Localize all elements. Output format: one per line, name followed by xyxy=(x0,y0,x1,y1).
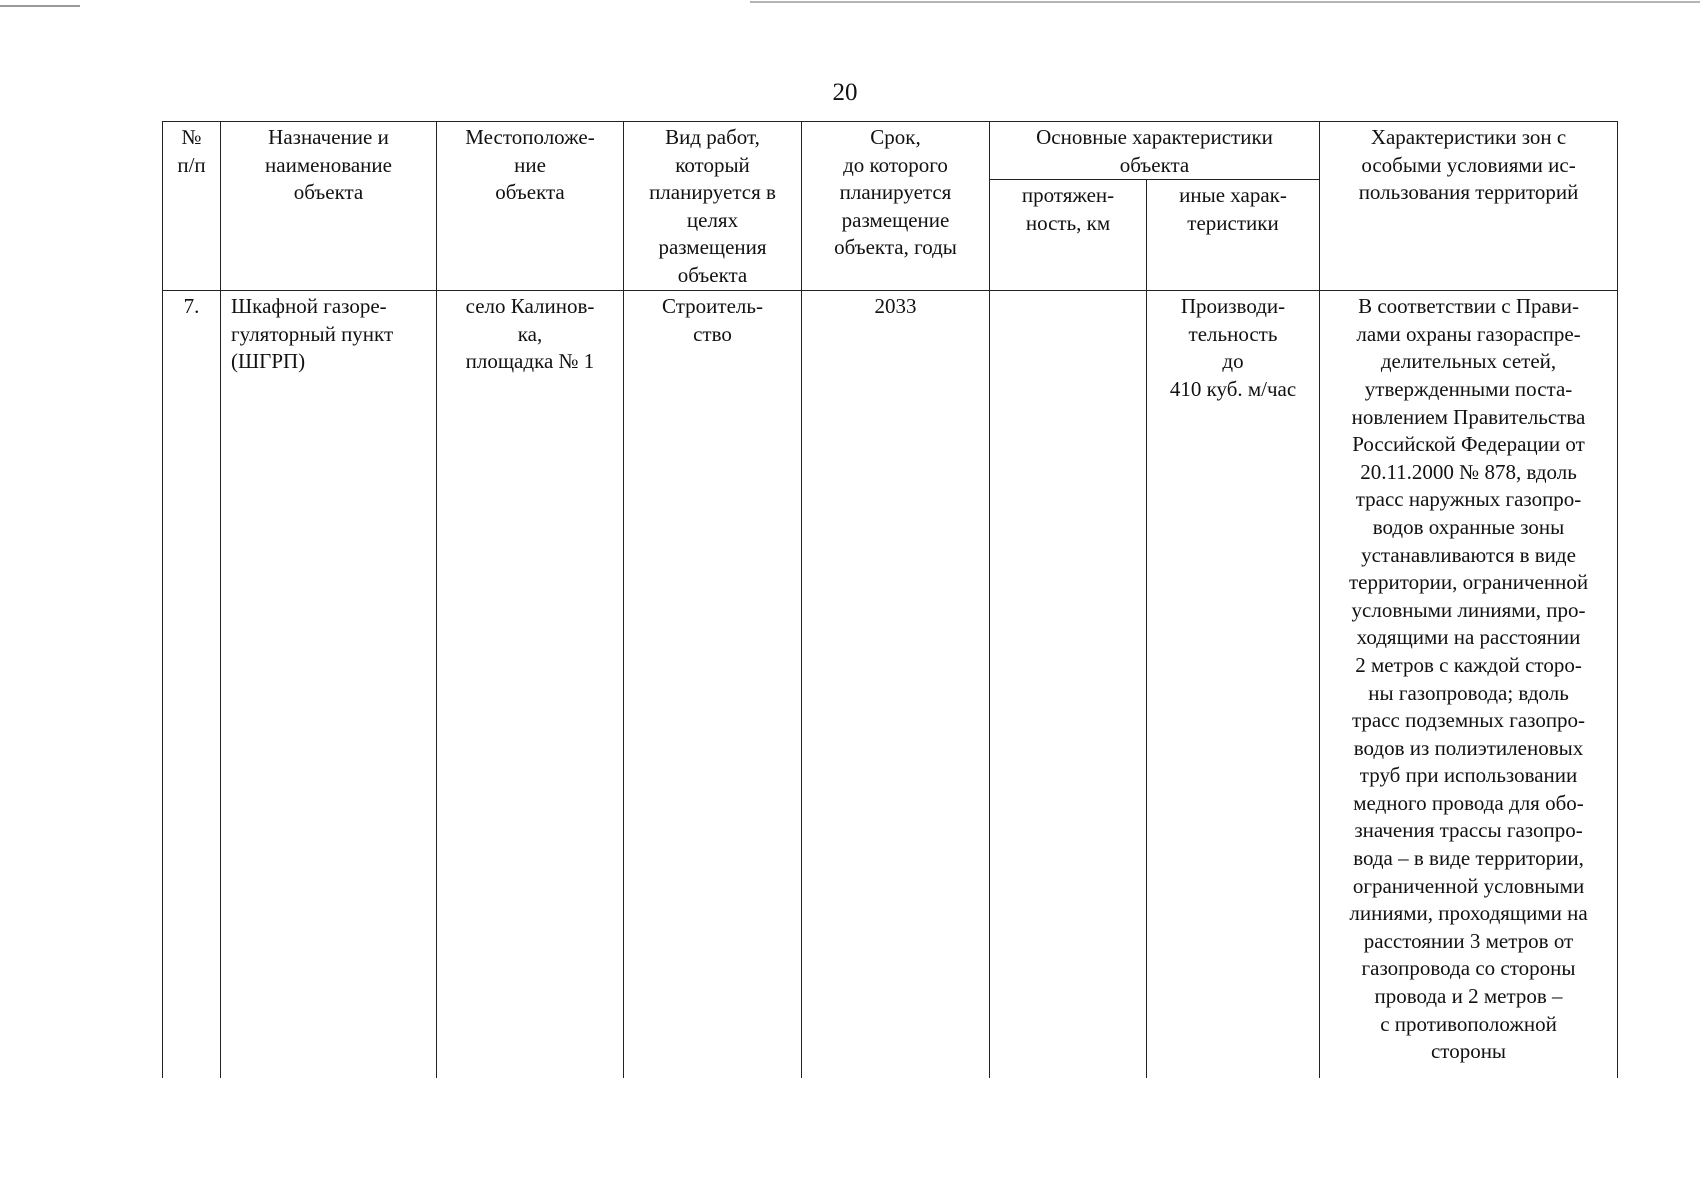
cell-name xyxy=(221,291,437,1079)
header-name-text: Назначение и наименование объекта xyxy=(265,125,392,205)
table-header xyxy=(163,122,1618,291)
cell-work-type-text: Строитель- ство xyxy=(662,294,763,346)
cell-zones-text: В соответствии с Прави- лами охраны газораспре- делительных сетей, утвержденными поста- новлением Правительства Российской Федерации от 20.11.2000 № 878, вдоль трасс наружных газопро- водов охранные зоны устанавливаются в виде территории, ограниченной условными линиями, про- ходящими на расстоянии 2 метров с каждой сторо- ны газопровода; вдоль трасс подземных газопро- водов из полиэтиленовых труб при использовании медного провода для обо- значения трассы газопро- вода – в виде территории, ограниченной условными линиями, проходящими на расстоянии 3 метров от газопровода со стороны провода и 2 метров – с противоположной стороны xyxy=(1348,294,1589,1064)
header-location-text: Местоположе- ние объекта xyxy=(465,125,595,205)
header-num-text: № п/п xyxy=(177,125,206,177)
header-main-characteristics xyxy=(990,122,1320,180)
header-other-characteristics xyxy=(1147,180,1320,291)
header-zones-text: Характеристики зон с особыми условиями ис- пользования территорий xyxy=(1358,125,1579,205)
header-work-type-text: Вид работ, который планируется в целях размещения объекта xyxy=(649,125,776,287)
header-zones xyxy=(1320,122,1618,291)
header-location xyxy=(437,122,624,291)
header-main-characteristics-text: Основные характеристики объекта xyxy=(1036,125,1273,177)
page-number: 20 xyxy=(832,79,858,106)
cell-location-text: село Калинов- ка, площадка № 1 xyxy=(465,294,595,374)
cell-other-characteristics-text: Производи- тельность до 410 куб. м/час xyxy=(1169,294,1297,401)
cell-location xyxy=(437,291,624,1079)
table-body xyxy=(163,291,1618,1079)
objects-table xyxy=(162,121,1618,1078)
header-length-text: протяжен- ность, км xyxy=(1021,183,1115,235)
scan-artifact-line-left xyxy=(0,5,80,7)
scan-artifact-line-right xyxy=(750,1,1700,3)
cell-term xyxy=(802,291,990,1079)
header-num xyxy=(163,122,221,291)
cell-other-characteristics xyxy=(1147,291,1320,1079)
cell-work-type xyxy=(624,291,802,1079)
cell-num xyxy=(163,291,221,1079)
header-term xyxy=(802,122,990,291)
header-row-top xyxy=(163,122,1618,180)
cell-name-text: Шкафной газоре- гуляторный пункт (ШГРП) xyxy=(231,294,394,374)
cell-num-text: 7. xyxy=(183,294,200,319)
header-name xyxy=(221,122,437,291)
table-row xyxy=(163,291,1618,1079)
cell-length xyxy=(990,291,1147,1079)
header-term-text: Срок, до которого планируется размещение объекта, годы xyxy=(834,125,957,260)
cell-zones xyxy=(1320,291,1618,1079)
cell-term-text: 2033 xyxy=(874,294,917,319)
header-work-type xyxy=(624,122,802,291)
header-length xyxy=(990,180,1147,291)
header-other-characteristics-text: иные харак- теристики xyxy=(1179,183,1287,235)
